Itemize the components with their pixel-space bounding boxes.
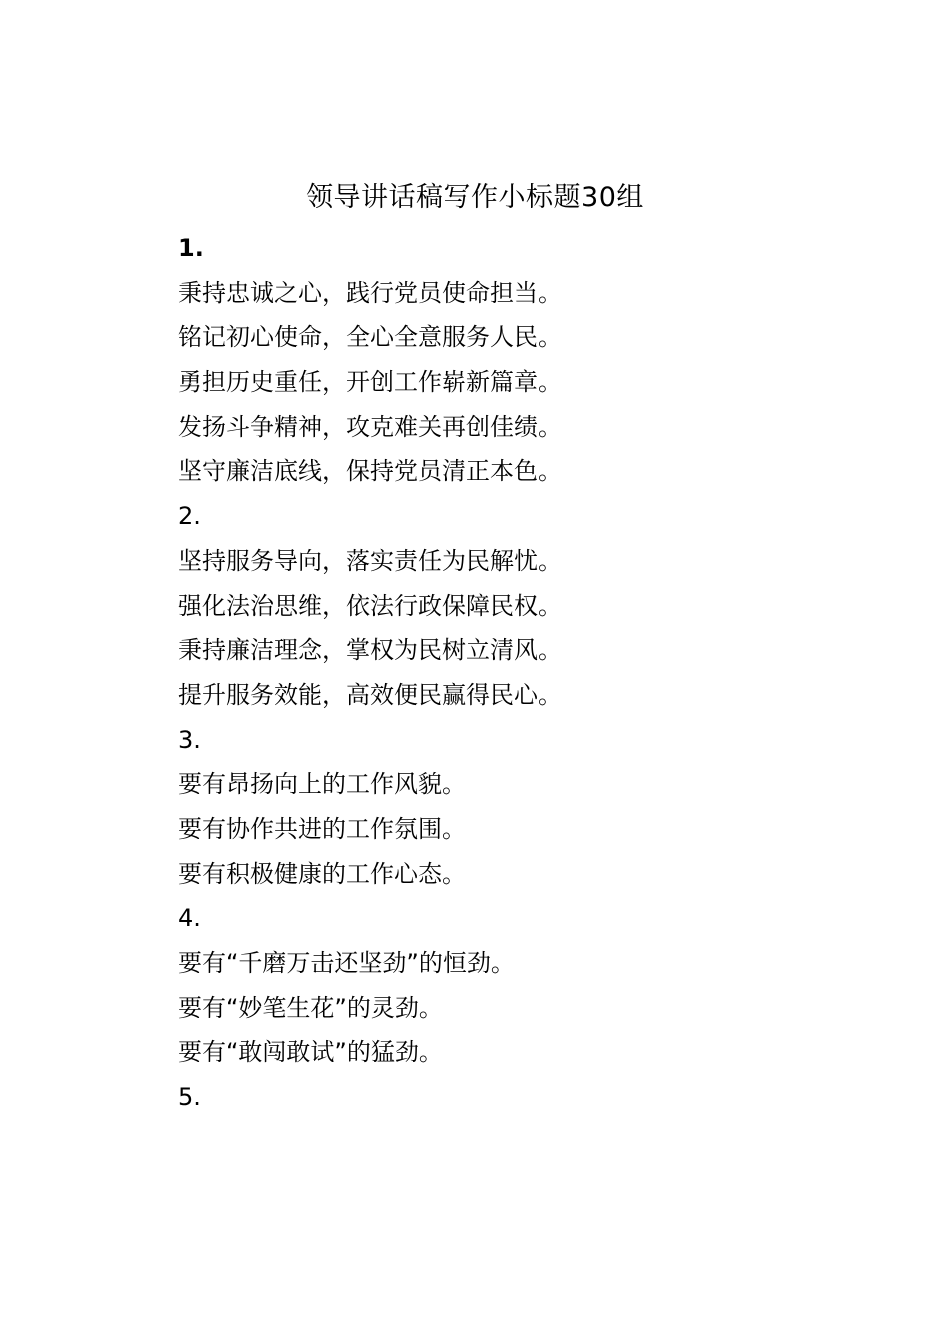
document-title: 领导讲话稿写作小标题30组 [306, 182, 644, 213]
text-line: 铭记初心使命，全心全意服务人民。 [178, 323, 562, 352]
text-line: 要有协作共进的工作氛围。 [178, 814, 466, 843]
text-line: 要有昂扬向上的工作风貌。 [178, 770, 466, 799]
text-line: 强化法治思维，依法行政保障民权。 [178, 591, 562, 620]
section-number: 3. [178, 725, 201, 754]
section-number: 1. [178, 234, 204, 262]
text-line: 秉持忠诚之心，践行党员使命担当。 [178, 278, 562, 307]
text-line: 勇担历史重任，开创工作崭新篇章。 [178, 368, 562, 397]
text-line: 秉持廉洁理念，掌权为民树立清风。 [178, 636, 562, 665]
text-line: 要有“妙笔生花”的灵劲。 [178, 993, 443, 1022]
text-line: 要有积极健康的工作心态。 [178, 859, 466, 888]
text-line: 提升服务效能，高效便民赢得民心。 [178, 680, 562, 709]
text-line: 要有“敢闯敢试”的猛劲。 [178, 1038, 443, 1067]
section-number: 2. [178, 502, 201, 531]
text-line: 发扬斗争精神，攻克难关再创佳绩。 [178, 412, 562, 441]
text-line: 要有“千磨万击还坚劲”的恒劲。 [178, 949, 515, 977]
text-line: 坚持服务导向，落实责任为民解忧。 [178, 546, 562, 575]
text-line: 坚守廉洁底线，保持党员清正本色。 [178, 457, 562, 486]
document-body [178, 226, 878, 1120]
section-number: 4. [178, 904, 201, 933]
section-number: 5. [178, 1083, 201, 1112]
